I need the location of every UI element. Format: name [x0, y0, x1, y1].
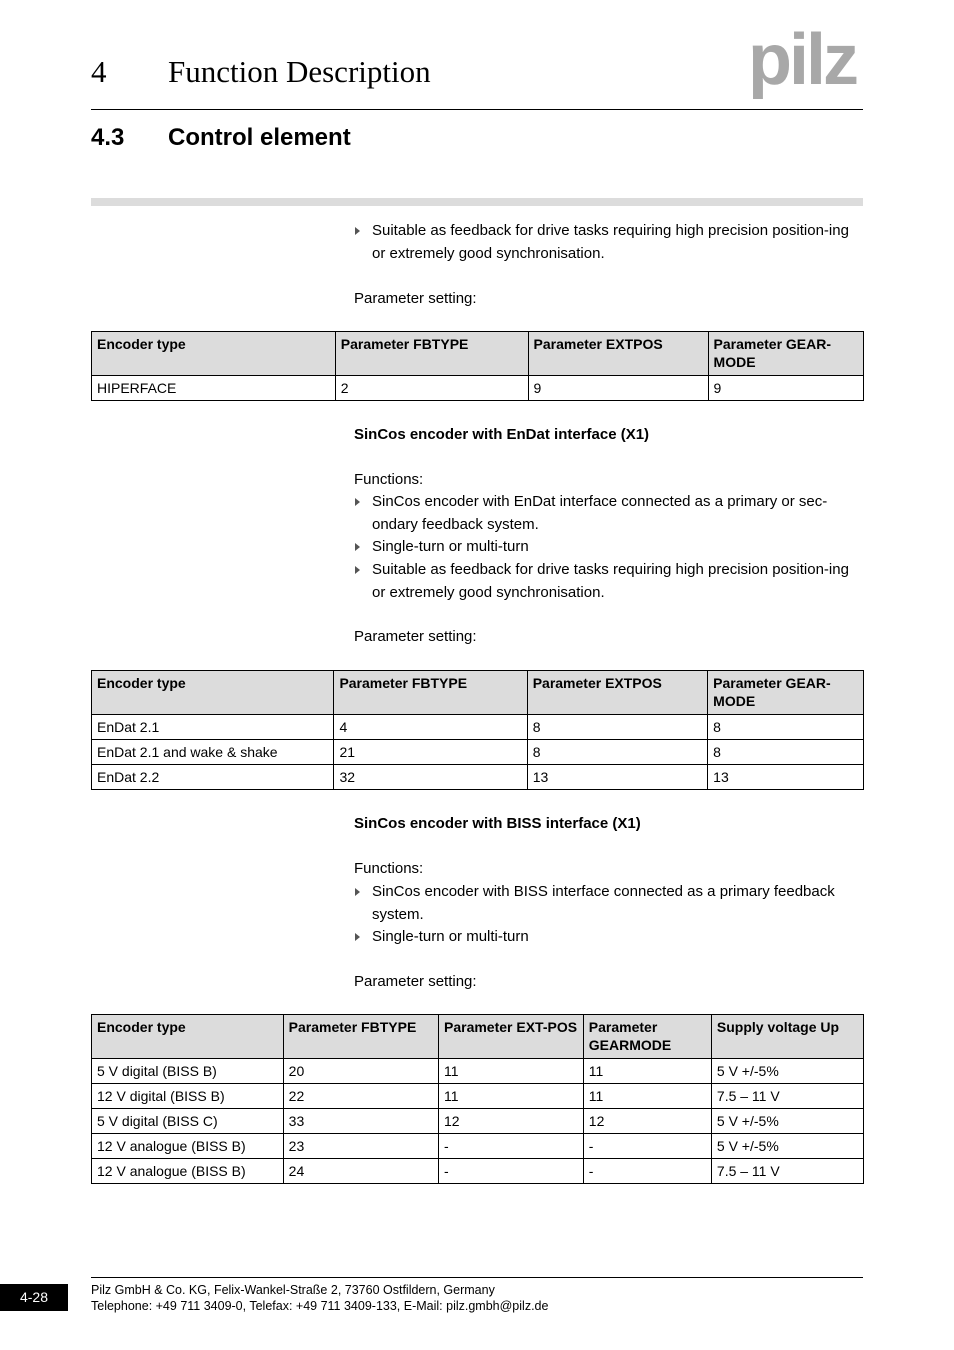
pilz-logo: pilz [748, 20, 856, 100]
parameter-label: Parameter setting: [354, 290, 477, 307]
table-header-row [92, 332, 864, 376]
bullet-arrow-icon [355, 566, 360, 574]
table-cell: 33 [283, 1109, 438, 1134]
column-header: Encoder type [92, 1015, 284, 1059]
bullet-arrow-icon [355, 498, 360, 506]
table-cell: 11 [439, 1084, 584, 1109]
table-cell: - [583, 1159, 711, 1184]
table-cell: - [583, 1134, 711, 1159]
functions-label: Functions: [354, 860, 424, 877]
table-cell: 22 [283, 1084, 438, 1109]
column-header: Parameter EXT-POS [439, 1015, 584, 1059]
table-row [92, 1109, 864, 1134]
bullet-arrow-icon [355, 227, 360, 235]
bullet-text: Single-turn or multi-turn [372, 928, 529, 945]
column-header: Encoder type [92, 332, 336, 376]
table-cell: 11 [439, 1059, 584, 1084]
table-cell: 2 [335, 376, 528, 401]
section-divider [91, 198, 863, 206]
bullet-item [354, 559, 864, 604]
bullet-arrow-icon [355, 543, 360, 551]
parameter-label: Parameter setting: [354, 973, 477, 990]
column-header: Parameter FBTYPE [335, 332, 528, 376]
footer-rule [91, 1277, 863, 1278]
table-cell: 8 [708, 715, 864, 740]
chapter-title: Function Description [168, 54, 431, 89]
table-header-row [92, 671, 864, 715]
table-cell: 8 [527, 740, 707, 765]
bullet-text: Suitable as feedback for drive tasks requiring high precision position-ing or extremely good synchronisation. [372, 561, 849, 601]
header-rule [91, 109, 863, 110]
column-header: Supply voltage Up [711, 1015, 863, 1059]
table-cell: EnDat 2.1 [92, 715, 334, 740]
table-row [92, 740, 864, 765]
table-cell: EnDat 2.1 and wake & shake [92, 740, 334, 765]
endat-table [91, 670, 864, 790]
table-cell: EnDat 2.2 [92, 765, 334, 790]
page-number: 4-28 [0, 1284, 68, 1311]
bullet-text: Suitable as feedback for drive tasks requiring high precision position-ing or extremely good synchronisation. [372, 222, 849, 262]
table-row [92, 376, 864, 401]
table-row [92, 715, 864, 740]
column-header: Parameter FBTYPE [283, 1015, 438, 1059]
table-cell: 32 [334, 765, 527, 790]
table-cell: 5 V +/-5% [711, 1059, 863, 1084]
table-cell: - [439, 1134, 584, 1159]
column-header: Parameter GEARMODE [583, 1015, 711, 1059]
table-cell: 8 [708, 740, 864, 765]
table-cell: 20 [283, 1059, 438, 1084]
table-cell: 12 V analogue (BISS B) [92, 1159, 284, 1184]
table-cell: 13 [708, 765, 864, 790]
column-header: Parameter EXTPOS [528, 332, 708, 376]
table-cell: 9 [528, 376, 708, 401]
footer-contact: Telephone: +49 711 3409-0, Telefax: +49 711 3409-133, E-Mail: pilz.gmbh@pilz.de [91, 1299, 549, 1313]
bullet-item [354, 491, 864, 536]
parameter-label: Parameter setting: [354, 628, 477, 645]
table-cell: 12 [439, 1109, 584, 1134]
functions-label: Functions: [354, 471, 424, 488]
table-row [92, 1134, 864, 1159]
table-cell: 12 [583, 1109, 711, 1134]
bullet-text: Single-turn or multi-turn [372, 538, 529, 555]
bullet-arrow-icon [355, 933, 360, 941]
table-cell: 11 [583, 1059, 711, 1084]
hiperface-table [91, 331, 864, 401]
table-cell: 5 V +/-5% [711, 1109, 863, 1134]
column-header: Parameter GEAR-MODE [708, 332, 863, 376]
footer-address: Pilz GmbH & Co. KG, Felix-Wankel-Straße 2, 73760 Ostfildern, Germany [91, 1283, 495, 1297]
bullet-text: SinCos encoder with EnDat interface connected as a primary or sec-ondary feedback system. [372, 493, 828, 533]
table-row [92, 765, 864, 790]
table-cell: 12 V analogue (BISS B) [92, 1134, 284, 1159]
table-cell: 11 [583, 1084, 711, 1109]
section-number: 4.3 [91, 124, 125, 151]
table-cell: 7.5 – 11 V [711, 1159, 863, 1184]
bullet-item [354, 536, 864, 559]
table-cell: 12 V digital (BISS B) [92, 1084, 284, 1109]
table-header-row [92, 1015, 864, 1059]
table-cell: 5 V +/-5% [711, 1134, 863, 1159]
table-cell: 5 V digital (BISS B) [92, 1059, 284, 1084]
table-cell: 7.5 – 11 V [711, 1084, 863, 1109]
table-cell: HIPERFACE [92, 376, 336, 401]
table-row [92, 1084, 864, 1109]
bullet-arrow-icon [355, 888, 360, 896]
chapter-number: 4 [91, 54, 107, 89]
table-cell: 9 [708, 376, 863, 401]
bullet-item [354, 881, 864, 926]
table-cell: 5 V digital (BISS C) [92, 1109, 284, 1134]
column-header: Parameter FBTYPE [334, 671, 527, 715]
table-cell: 24 [283, 1159, 438, 1184]
table-cell: 4 [334, 715, 527, 740]
column-header: Parameter EXTPOS [527, 671, 707, 715]
table-cell: 8 [527, 715, 707, 740]
bullet-text: SinCos encoder with BISS interface connected as a primary feedback system. [372, 883, 835, 923]
table-cell: 21 [334, 740, 527, 765]
section-title: Control element [168, 124, 351, 151]
biss-heading: SinCos encoder with BISS interface (X1) [354, 815, 641, 832]
table-row [92, 1159, 864, 1184]
table-cell: 13 [527, 765, 707, 790]
bullet-item [354, 926, 864, 949]
column-header: Encoder type [92, 671, 334, 715]
column-header: Parameter GEAR-MODE [708, 671, 864, 715]
endat-heading: SinCos encoder with EnDat interface (X1) [354, 426, 650, 443]
bullet-item [354, 220, 864, 265]
biss-table [91, 1014, 864, 1184]
table-cell: 23 [283, 1134, 438, 1159]
table-row [92, 1059, 864, 1084]
table-cell: - [439, 1159, 584, 1184]
